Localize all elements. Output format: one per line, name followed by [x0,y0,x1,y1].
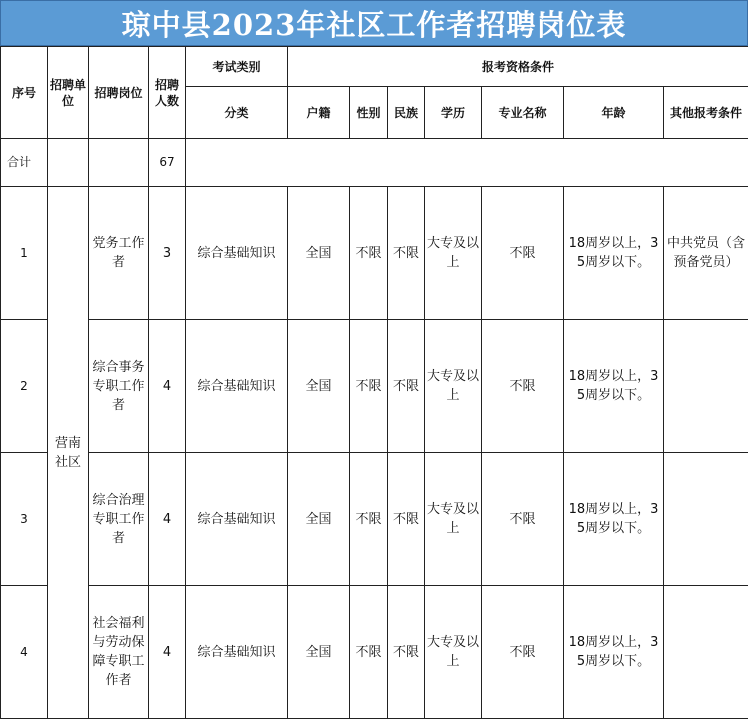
row-category: 综合基础知识 [186,586,288,719]
header-ethnicity: 民族 [388,87,425,139]
row-count: 4 [149,586,186,719]
row-other: 中共党员（含预备党员） [664,187,748,320]
row-ethnicity: 不限 [388,586,425,719]
row-position: 社会福利与劳动保障专职工作者 [89,586,149,719]
header-qualifications: 报考资格条件 [288,47,748,87]
header-gender: 性别 [350,87,388,139]
row-ethnicity: 不限 [388,187,425,320]
row-age: 18周岁以上，35周岁以下。 [564,453,664,586]
header-position: 招聘岗位 [89,47,149,139]
row-hukou: 全国 [288,453,350,586]
row-major: 不限 [482,187,564,320]
table-row [1,586,748,719]
header-education: 学历 [425,87,482,139]
row-count: 3 [149,187,186,320]
row-gender: 不限 [350,187,388,320]
header-major: 专业名称 [482,87,564,139]
row-age: 18周岁以上，35周岁以下。 [564,187,664,320]
row-ethnicity: 不限 [388,320,425,453]
header-seq: 序号 [1,47,48,139]
row-other [664,320,748,453]
row-count: 4 [149,320,186,453]
row-age: 18周岁以上，35周岁以下。 [564,586,664,719]
row-other [664,586,748,719]
row-ethnicity: 不限 [388,453,425,586]
header-count: 招聘人数 [149,47,186,139]
row-other [664,453,748,586]
row-major: 不限 [482,453,564,586]
header-exam-type: 考试类别 [186,47,288,87]
page-title: 琼中县2023年社区工作者招聘岗位表 [0,0,748,46]
row-age: 18周岁以上，35周岁以下。 [564,320,664,453]
row-category: 综合基础知识 [186,320,288,453]
header-category: 分类 [186,87,288,139]
row-hukou: 全国 [288,320,350,453]
row-gender: 不限 [350,586,388,719]
row-position: 综合事务专职工作者 [89,320,149,453]
row-seq: 1 [1,187,48,320]
row-seq: 2 [1,320,48,453]
row-education: 大专及以上 [425,453,482,586]
header-hukou: 户籍 [288,87,350,139]
row-count: 4 [149,453,186,586]
total-row [1,139,748,187]
row-category: 综合基础知识 [186,187,288,320]
total-position-cell [89,139,149,187]
table-row [1,453,748,586]
header-age: 年龄 [564,87,664,139]
table-row [1,187,748,320]
row-position: 党务工作者 [89,187,149,320]
row-category: 综合基础知识 [186,453,288,586]
row-major: 不限 [482,320,564,453]
unit-name: 营南社区 [48,187,89,719]
table-row [1,320,748,453]
header-other: 其他报考条件 [664,87,748,139]
total-unit-cell [48,139,89,187]
row-hukou: 全国 [288,586,350,719]
row-position: 综合治理专职工作者 [89,453,149,586]
row-gender: 不限 [350,453,388,586]
row-gender: 不限 [350,320,388,453]
recruitment-table [0,46,748,719]
row-education: 大专及以上 [425,320,482,453]
total-label: 合计 [1,139,48,187]
row-education: 大专及以上 [425,187,482,320]
total-empty-cell [186,139,748,187]
row-education: 大专及以上 [425,586,482,719]
row-hukou: 全国 [288,187,350,320]
row-seq: 4 [1,586,48,719]
row-major: 不限 [482,586,564,719]
row-seq: 3 [1,453,48,586]
header-unit: 招聘单位 [48,47,89,139]
total-count: 67 [149,139,186,187]
